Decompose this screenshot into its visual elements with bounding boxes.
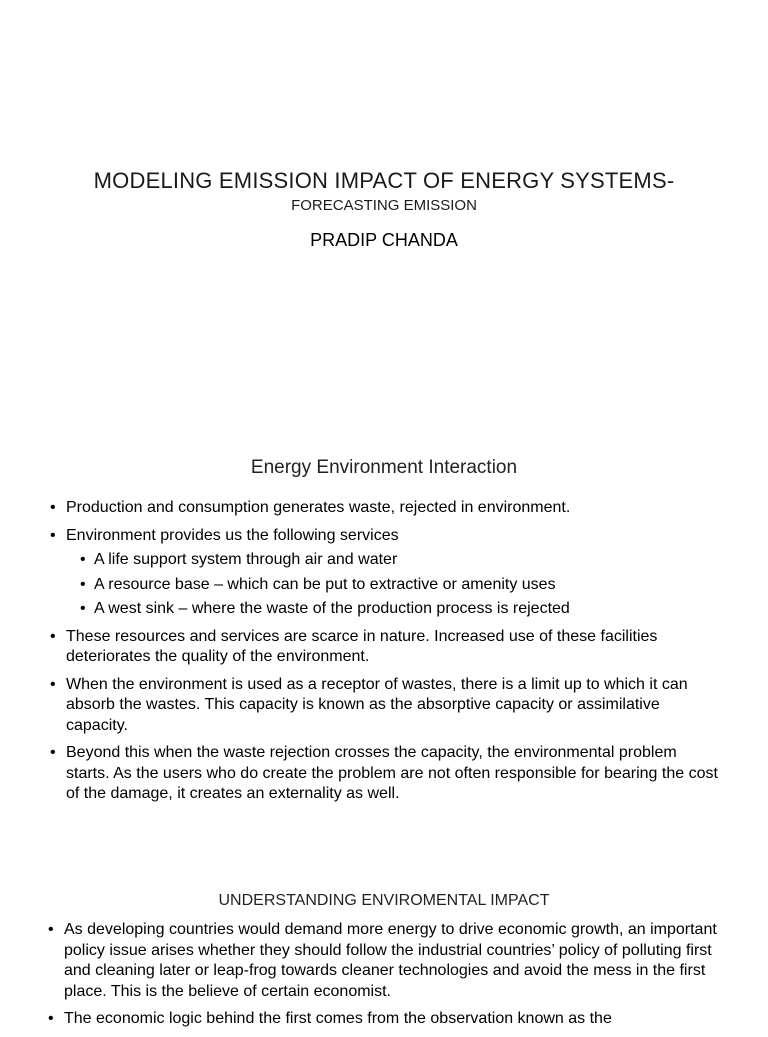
title-slide [0,0,768,420]
sub-bullet-text: A resource base – which can be put to extractive or amenity uses [94,575,556,593]
sub-bullet-list [66,550,718,620]
bullet-list [46,920,726,1037]
bullet-text: When the environment is used as a receptor of wastes, there is a limit up to which it can absorb the wastes. This capacity is known as the absorptive capacity or assimilative capacity. [66,675,688,734]
bullet-text: The economic logic behind the first comes from the observation known as the [64,1010,612,1027]
sub-bullet-text: A west sink – where the waste of the production process is rejected [94,600,570,617]
slide-title: UNDERSTANDING ENVIROMENTAL IMPACT [218,892,550,909]
bullet-item [46,920,726,1002]
bullet-item [48,675,718,737]
impact-slide [0,860,768,1027]
bullet-text: Environment provides us the following services [66,526,399,544]
sub-bullet-item [66,550,718,571]
sub-bullet-item [66,575,718,596]
slide-title: Energy Environment Interaction [250,457,518,478]
presentation-title: MODELING EMISSION IMPACT OF ENERGY SYSTEMS- [93,168,675,193]
bullet-item [46,1009,726,1030]
bullet-text: Beyond this when the waste rejection crosses the capacity, the environmental problem starts. As the users who do create the problem are not often responsible for bearing the cost of the damage, it creates an externality as well. [66,744,718,802]
bullet-item [48,498,718,519]
presentation-subtitle: FORECASTING EMISSION [291,197,477,214]
author-name: PRADIP CHANDA [310,230,458,250]
sub-bullet-item [66,599,718,620]
bullet-item [48,526,718,620]
bullet-list [48,498,718,812]
sub-bullet-text: A life support system through air and water [94,551,398,568]
bullet-item [48,627,718,668]
bullet-text: Production and consumption generates waste, rejected in environment. [66,499,571,516]
bullet-item [48,743,718,805]
bullet-text: These resources and services are scarce in nature. Increased use of these facilities deteriorates the quality of the environment. [66,627,658,665]
bullet-text: As developing countries would demand more energy to drive economic growth, an important policy issue arises whether they should follow the industrial countries’ policy of polluting first and cleaning later or leap-frog towards cleaner technologies and avoid the mess in the first place. This is the believe of certain economist. [64,921,717,1000]
interaction-slide [0,420,768,840]
